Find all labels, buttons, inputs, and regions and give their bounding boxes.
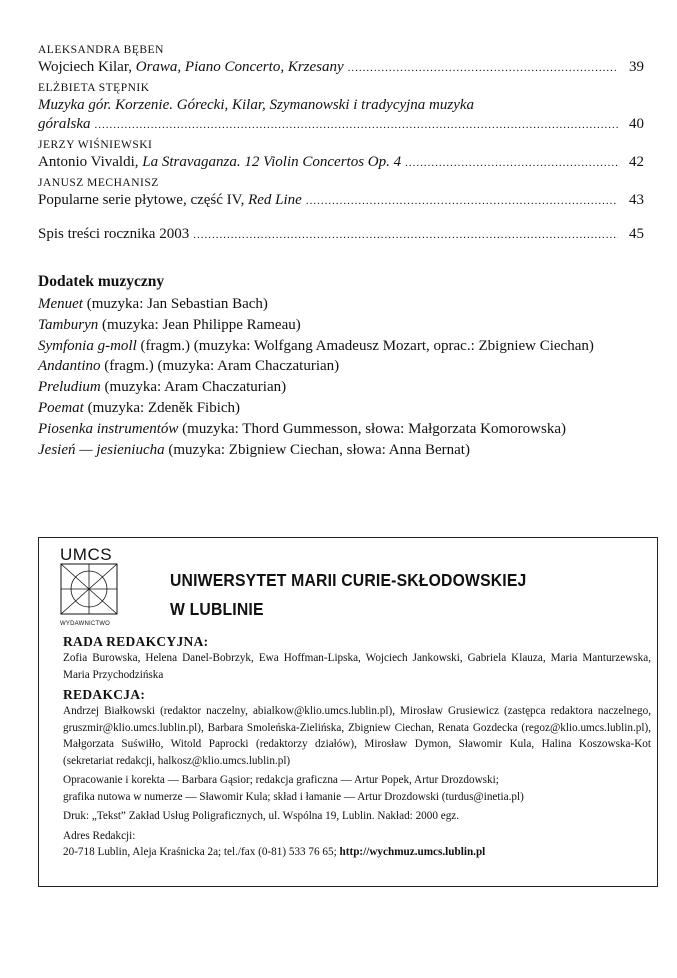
toc-entry bbox=[38, 138, 644, 173]
address-label: Adres Redakcji: bbox=[63, 829, 136, 842]
appendix-item: Jesień — jesieniucha (muzyka: Zbigniew Ciechan, słowa: Anna Bernat) bbox=[38, 441, 470, 458]
leader-dots bbox=[348, 59, 618, 78]
logo-subtitle: WYDAWNICTWO bbox=[60, 621, 110, 627]
appendix-item: Piosenka instrumentów (muzyka: Thord Gummesson, słowa: Małgorzata Komorowska) bbox=[38, 420, 566, 437]
address: 20-718 Lublin, Aleja Kraśnicka 2a; tel./fax (0-81) 533 76 65; http://wychmuz.umcs.lublin.pl bbox=[63, 846, 486, 858]
appendix-heading: Dodatek muzyczny bbox=[38, 273, 165, 290]
leader-dots bbox=[405, 154, 618, 173]
toc-title: Popularne serie płytowe, część IV, bbox=[38, 192, 249, 208]
appendix-item: Poemat (muzyka: Zdeněk Fibich) bbox=[38, 399, 241, 416]
toc-entry bbox=[38, 43, 644, 78]
toc-author: JANUSZ MECHANISZ bbox=[38, 177, 159, 189]
appendix-item: Tamburyn (muzyka: Jean Philippe Rameau) bbox=[38, 316, 301, 333]
editorial-info bbox=[63, 633, 651, 861]
toc-page-number: 43 bbox=[629, 192, 644, 208]
board-members: Zofia Burowska, Helena Danel-Bobrzyk, Ewa Hoffman-Lipska, Wojciech Jankowski, Gabriela Klauza, Maria Manturzewska, Maria Przychodzińska bbox=[63, 652, 651, 681]
toc-author: ALEKSANDRA BĘBEN bbox=[38, 44, 164, 56]
leader-dots bbox=[95, 116, 619, 135]
spacer bbox=[38, 213, 644, 225]
production-credits: Opracowanie i korekta — Barbara Gąsior; redakcja graficzna — Artur Popek, Artur Drozdowski; bbox=[63, 774, 499, 786]
editors-text: Andrzej Białkowski (redaktor naczelny, abialkow@klio.umcs.lublin.pl), Mirosław Grusiewicz (zastępca redaktora naczelnego, gruszmir@klio.umcs.lublin.pl), Barbara Smoleńska-Zielińska, Zbigniew Ciechan, Renata Gozdecka (regoz@klio.umcs.lublin.pl), Małgorzata Suświłło, Witold Paprocki (redaktorzy działów), Mirosław Dymon, Sławomir Kula, Halina Koszowska-Kot (sekretariat redakcji, halkosz@klio.umcs.lublin.pl) bbox=[63, 705, 651, 767]
appendix-item: Andantino (fragm.) (muzyka: Aram Chaczaturian) bbox=[38, 358, 340, 375]
umcs-logo bbox=[60, 545, 120, 627]
logo-emblem-icon bbox=[60, 563, 118, 615]
toc-page-number: 39 bbox=[629, 59, 644, 75]
toc-title-italic: Muzyka gór. Korzenie. Górecki, Kilar, Szymanowski i tradycyjna muzyka bbox=[38, 97, 475, 113]
toc-title-italic: Red Line bbox=[248, 192, 302, 208]
toc-title: Antonio Vivaldi, bbox=[38, 154, 143, 170]
toc-title-line bbox=[38, 115, 644, 135]
toc-author: ELŻBIETA STĘPNIK bbox=[38, 82, 150, 94]
toc-page-number: 45 bbox=[629, 226, 644, 242]
toc-title-line bbox=[38, 191, 644, 211]
university-name: UNIWERSYTET MARII CURIE-SKŁODOWSKIEJ W LUBLINIE bbox=[170, 570, 527, 619]
toc-author: JERZY WIŚNIEWSKI bbox=[38, 139, 153, 151]
appendix-item: Symfonia g-moll (fragm.) (muzyka: Wolfgang Amadeusz Mozart, oprac.: Zbigniew Ciechan) bbox=[38, 337, 594, 354]
appendix-item: Menuet (muzyka: Jan Sebastian Bach) bbox=[38, 296, 268, 312]
toc-annual-index bbox=[38, 225, 644, 245]
toc-title-line bbox=[38, 58, 644, 78]
production-credits: grafika nutowa w numerze — Sławomir Kula; skład i łamanie — Artur Drozdowski (turdus@inetia.pl) bbox=[63, 790, 524, 803]
toc-title-italic: góralska bbox=[38, 116, 91, 132]
toc-entry bbox=[38, 81, 644, 135]
toc-title-italic: La Stravaganza. 12 Violin Concertos Op. 4 bbox=[142, 154, 402, 170]
appendix-item: Preludium (muzyka: Aram Chaczaturian) bbox=[38, 379, 287, 396]
leader-dots bbox=[306, 192, 618, 211]
logo-wordmark: UMCS bbox=[60, 545, 113, 564]
board-heading: RADA REDAKCYJNA: bbox=[63, 634, 209, 649]
publisher-imprint-box bbox=[38, 537, 658, 887]
toc-title: Wojciech Kilar, bbox=[38, 59, 136, 75]
website-link: http://wychmuz.umcs.lublin.pl bbox=[339, 846, 486, 858]
toc-title: Spis treści rocznika 2003 bbox=[38, 226, 190, 242]
toc-entry bbox=[38, 176, 644, 211]
music-appendix bbox=[38, 272, 648, 460]
toc-title-line bbox=[38, 153, 644, 173]
editors-heading: REDAKCJA: bbox=[63, 687, 146, 702]
toc-title-italic: Orawa, Piano Concerto, Krzesany bbox=[135, 59, 344, 75]
print-info: Druk: „Tekst” Zakład Usług Poligraficznych, ul. Wspólna 19, Lublin. Nakład: 2000 egz. bbox=[63, 810, 460, 822]
table-of-contents bbox=[38, 40, 644, 245]
toc-page-number: 40 bbox=[629, 116, 644, 132]
toc-page-number: 42 bbox=[629, 154, 644, 170]
leader-dots bbox=[193, 226, 618, 245]
